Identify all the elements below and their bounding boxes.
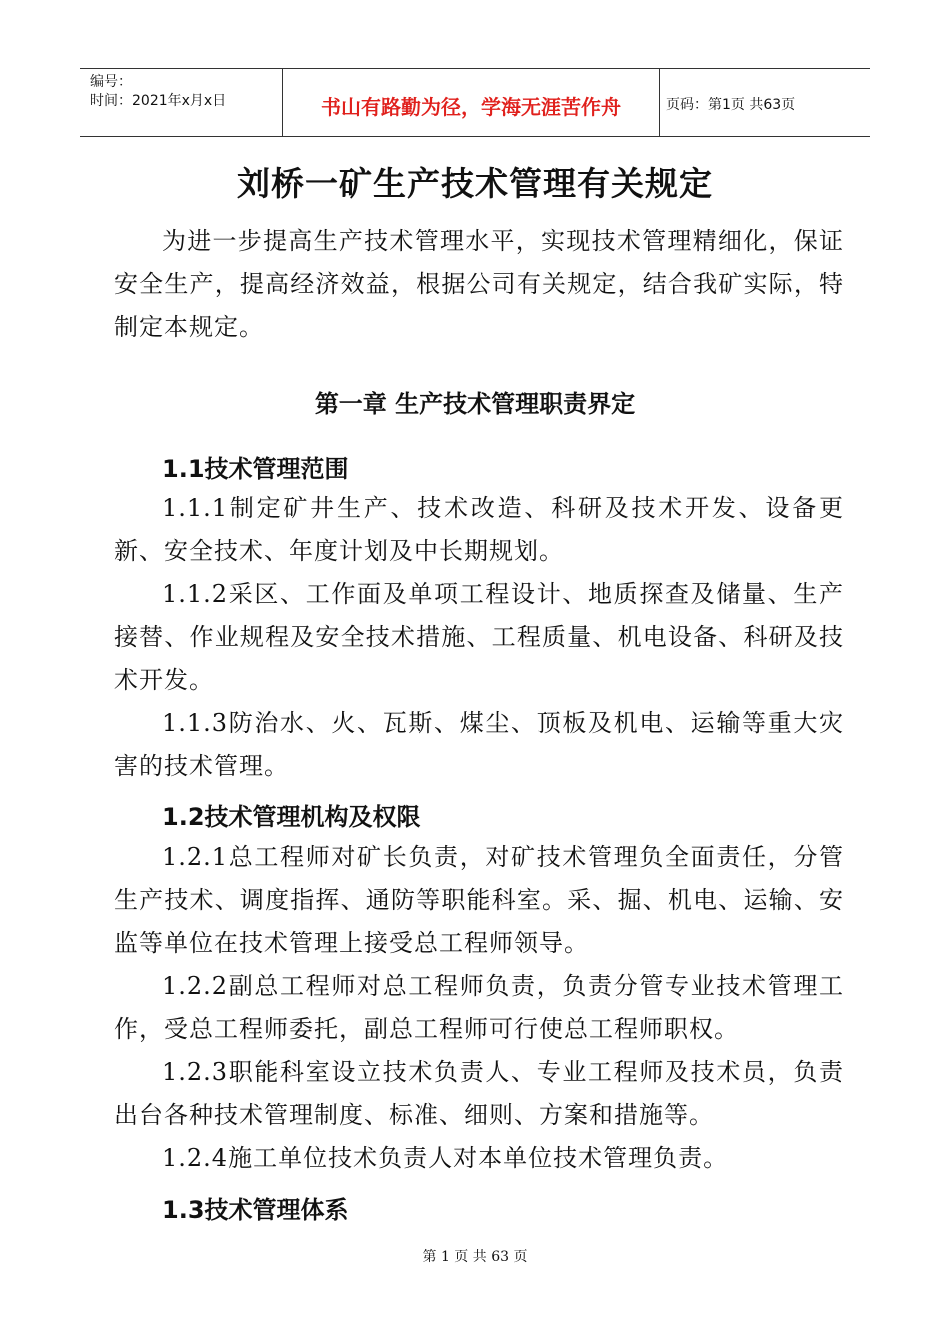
clause-1-2-4: 1.2.4施工单位技术负责人对本单位技术管理负责。 [162,1144,729,1172]
header-meta-cell [80,69,283,136]
clause-1-1-1: 1.1.1制定矿井生产、技术改造、科研及技术开发、设备更新、安全技术、年度计划及中长期规划。 [114,494,844,565]
section-1-1-body [114,487,844,788]
section-1-2-body [114,836,844,1180]
clause-1-2-1: 1.2.1总工程师对矿长负责，对矿技术管理负全面责任，分管生产技术、调度指挥、通防等职能科室。采、掘、机电、运输、安监等单位在技术管理上接受总工程师领导。 [114,843,844,957]
motto-text: 书山有路勤为径，学海无涯苦作舟 [321,95,621,119]
section-heading-1-1: 1.1技术管理范围 [162,455,349,483]
header-page-cell [660,69,870,136]
section-heading-1-2: 1.2技术管理机构及权限 [162,803,421,831]
clause-1-2-3: 1.2.3职能科室设立技术负责人、专业工程师及技术员，负责出台各种技术管理制度、标准、细则、方案和措施等。 [114,1058,844,1129]
chapter-title: 第一章 生产技术管理职责界定 [314,390,636,418]
document-title: 刘桥一矿生产技术管理有关规定 [237,164,713,203]
document-header [80,68,870,137]
clause-1-1-3: 1.1.3防治水、火、瓦斯、煤尘、顶板及机电、运输等重大灾害的技术管理。 [114,709,844,780]
header-motto-cell [283,69,660,136]
section-heading-1-3: 1.3技术管理体系 [162,1196,349,1224]
page-footer: 第 1 页 共 63 页 [422,1249,528,1265]
document-date: 时间：2021年x月x日 [90,93,227,109]
clause-1-2-2: 1.2.2副总工程师对总工程师负责，负责分管专业技术管理工作，受总工程师委托，副总工程师可行使总工程师职权。 [114,972,844,1043]
intro-paragraph: 为进一步提高生产技术管理水平，实现技术管理精细化，保证安全生产，提高经济效益，根据公司有关规定，结合我矿实际，特制定本规定。 [114,227,844,341]
document-number-label: 编号： [90,74,132,90]
intro-block [114,220,844,349]
clause-1-1-2: 1.1.2采区、工作面及单项工程设计、地质探查及储量、生产接替、作业规程及安全技术措施、工程质量、机电设备、科研及技术开发。 [114,580,844,694]
page-info: 页码：第1页 共63页 [666,97,796,113]
